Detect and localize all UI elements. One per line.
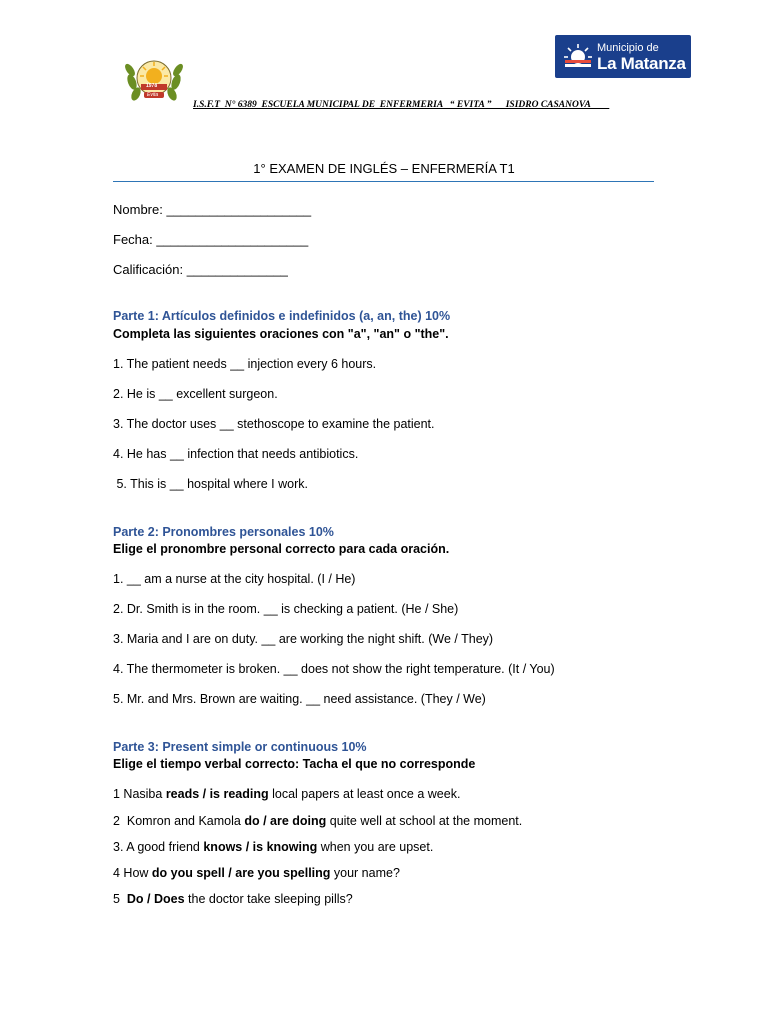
part3-item — [113, 787, 460, 801]
nombre-field: Nombre: ____________________ — [113, 202, 312, 217]
item-text: 5 — [113, 892, 127, 906]
part2-item: 2. Dr. Smith is in the room. __ is checking a patient. (He / She) — [113, 602, 459, 616]
item-text: local papers at least once a week. — [268, 787, 461, 801]
part1-item: 5. This is __ hospital where I work. — [113, 477, 308, 491]
item-text: 2 Komron and Kamola — [113, 814, 245, 828]
item-text: quite well at school at the moment. — [326, 814, 523, 828]
verb-choice: reads / is reading — [165, 787, 269, 801]
municipality-label-big: La Matanza — [597, 54, 686, 73]
item-text: 4 How — [113, 866, 152, 880]
exam-title: 1° EXAMEN DE INGLÉS – ENFERMERÍA T1 — [253, 161, 515, 176]
item-text: 3. A good friend — [113, 840, 204, 854]
verb-choice: knows / is knowing — [203, 840, 318, 854]
part1-heading: Parte 1: Artículos definidos e indefinidos (a, an, the) 10% — [113, 309, 451, 323]
sun-icon — [563, 43, 593, 74]
verb-choice: do / are doing — [244, 814, 327, 828]
part2-item: 3. Maria and I are on duty. __ are working the night shift. (We / They) — [113, 632, 494, 646]
part2-item: 5. Mr. and Mrs. Brown are waiting. __ need assistance. (They / We) — [113, 692, 486, 706]
title-divider — [113, 181, 654, 182]
item-text: 1 Nasiba — [113, 787, 166, 801]
part2-item: 1. __ am a nurse at the city hospital. (I / He) — [113, 572, 356, 586]
part1-item: 3. The doctor uses __ stethoscope to examine the patient. — [113, 417, 435, 431]
fecha-field: Fecha: _____________________ — [113, 232, 309, 247]
part1-item: 4. He has __ infection that needs antibiotics. — [113, 447, 359, 461]
calificacion-field: Calificación: ______________ — [113, 262, 288, 277]
seal-text: Evita — [147, 92, 159, 98]
municipality-label-small: Municipio de — [597, 42, 659, 54]
part2-heading: Parte 2: Pronombres personales 10% — [113, 525, 334, 539]
part1-instruction: Completa las siguientes oraciones con "a", "an" o "the". — [113, 327, 449, 341]
part1-item: 2. He is __ excellent surgeon. — [113, 387, 278, 401]
verb-choice: Do / Does — [126, 892, 185, 906]
seal-year: 1978 — [146, 83, 158, 89]
part3-item — [113, 866, 400, 880]
part3-item — [113, 892, 353, 906]
part3-item — [113, 814, 522, 828]
verb-choice: do you spell / are you spelling — [151, 866, 331, 880]
item-text: your name? — [330, 866, 400, 880]
part1-item: 1. The patient needs __ injection every 6 hours. — [113, 357, 377, 371]
part3-item — [113, 840, 433, 854]
item-text: the doctor take sleeping pills? — [184, 892, 353, 906]
part3-instruction: Elige el tiempo verbal correcto: Tacha el que no corresponde — [113, 757, 476, 771]
part2-item: 4. The thermometer is broken. __ does not show the right temperature. (It / You) — [113, 662, 555, 676]
part2-instruction: Elige el pronombre personal correcto para cada oración. — [113, 542, 450, 556]
school-header-line: I.S.F.T N° 6389 ESCUELA MUNICIPAL DE ENFERMERIA “ EVITA ” ISIDRO CASANOVA — [193, 100, 610, 110]
item-text: when you are upset. — [317, 840, 434, 854]
part3-heading: Parte 3: Present simple or continuous 10% — [113, 740, 367, 754]
school-seal-logo — [124, 52, 184, 108]
